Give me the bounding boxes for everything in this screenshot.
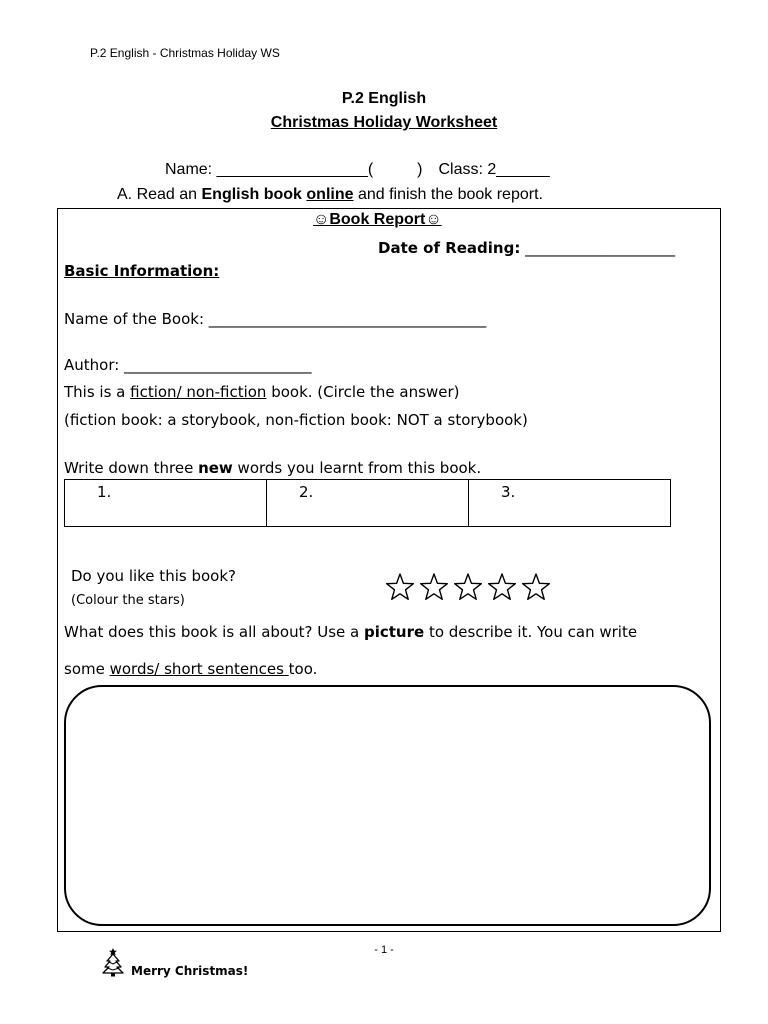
name-class-line [165, 161, 550, 179]
some-suffix: too. [288, 660, 318, 678]
author-line: Author: _________________________ [64, 356, 312, 374]
fiction-prefix: This is a [64, 383, 131, 401]
paren-close: ) [417, 161, 423, 178]
date-of-reading-line [378, 239, 675, 257]
christmas-tree-icon [101, 947, 125, 977]
class-field-label: Class: 2______ [438, 161, 550, 178]
drawing-area[interactable] [64, 685, 711, 926]
instruction-suffix: and finish the book report. [353, 186, 543, 203]
some-prefix: some [64, 660, 110, 678]
instruction-a [117, 186, 543, 204]
some-underlined: words/ short sentences [109, 660, 289, 678]
describe-prefix: What does this book is all about? Use a [64, 623, 364, 641]
date-label: Date of Reading: [378, 239, 521, 257]
page-title: P.2 English [341, 90, 427, 107]
instruction-prefix: A. Read an [117, 186, 202, 203]
star-rating[interactable] [383, 572, 553, 602]
book-name-line: Name of the Book: _____________________________________ [64, 310, 487, 328]
word-slot-1[interactable]: 1. [65, 480, 267, 527]
word-slot-3[interactable]: 3. [469, 480, 671, 527]
star-icon[interactable] [455, 574, 482, 599]
colour-stars-instruction: (Colour the stars) [71, 593, 185, 608]
new-words-table [64, 479, 671, 527]
star-icon[interactable] [421, 574, 448, 599]
star-icon[interactable] [489, 574, 516, 599]
new-words-suffix: words you learnt from this book. [232, 459, 482, 477]
name-field-label: Name: _________________( [165, 161, 374, 178]
new-words-prefix: Write down three [64, 459, 199, 477]
fiction-line [64, 383, 459, 401]
smiley-icon: ☺ [425, 211, 442, 228]
new-words-instruction [64, 459, 481, 477]
running-header: P.2 English - Christmas Holiday WS [90, 46, 280, 60]
fiction-choice: fiction/ non-fiction [130, 383, 267, 401]
instruction-online: online [306, 186, 354, 203]
report-heading [313, 211, 442, 229]
page-number: - 1 - [374, 944, 394, 956]
smiley-icon: ☺ [313, 211, 330, 228]
report-heading-text: Book Report [329, 211, 426, 228]
table-row [65, 480, 671, 527]
new-words-bold: new [198, 459, 233, 477]
describe-instruction [64, 623, 637, 641]
fiction-note: (fiction book: a storybook, non-fiction book: NOT a storybook) [64, 411, 528, 429]
page-subtitle: Christmas Holiday Worksheet [270, 114, 498, 131]
describe-suffix: to describe it. You can write [424, 623, 638, 641]
write-words-instruction [64, 660, 317, 678]
describe-bold: picture [363, 623, 425, 641]
word-slot-2[interactable]: 2. [267, 480, 469, 527]
date-blank: ____________________ [520, 239, 676, 257]
like-book-question: Do you like this book? [71, 567, 236, 585]
fiction-suffix: book. (Circle the answer) [266, 383, 460, 401]
star-icon[interactable] [523, 574, 550, 599]
star-icon[interactable] [387, 574, 414, 599]
basic-information-heading: Basic Information: [64, 262, 220, 280]
instruction-english-book: English book [201, 186, 302, 203]
footer-greeting: Merry Christmas! [131, 964, 249, 978]
